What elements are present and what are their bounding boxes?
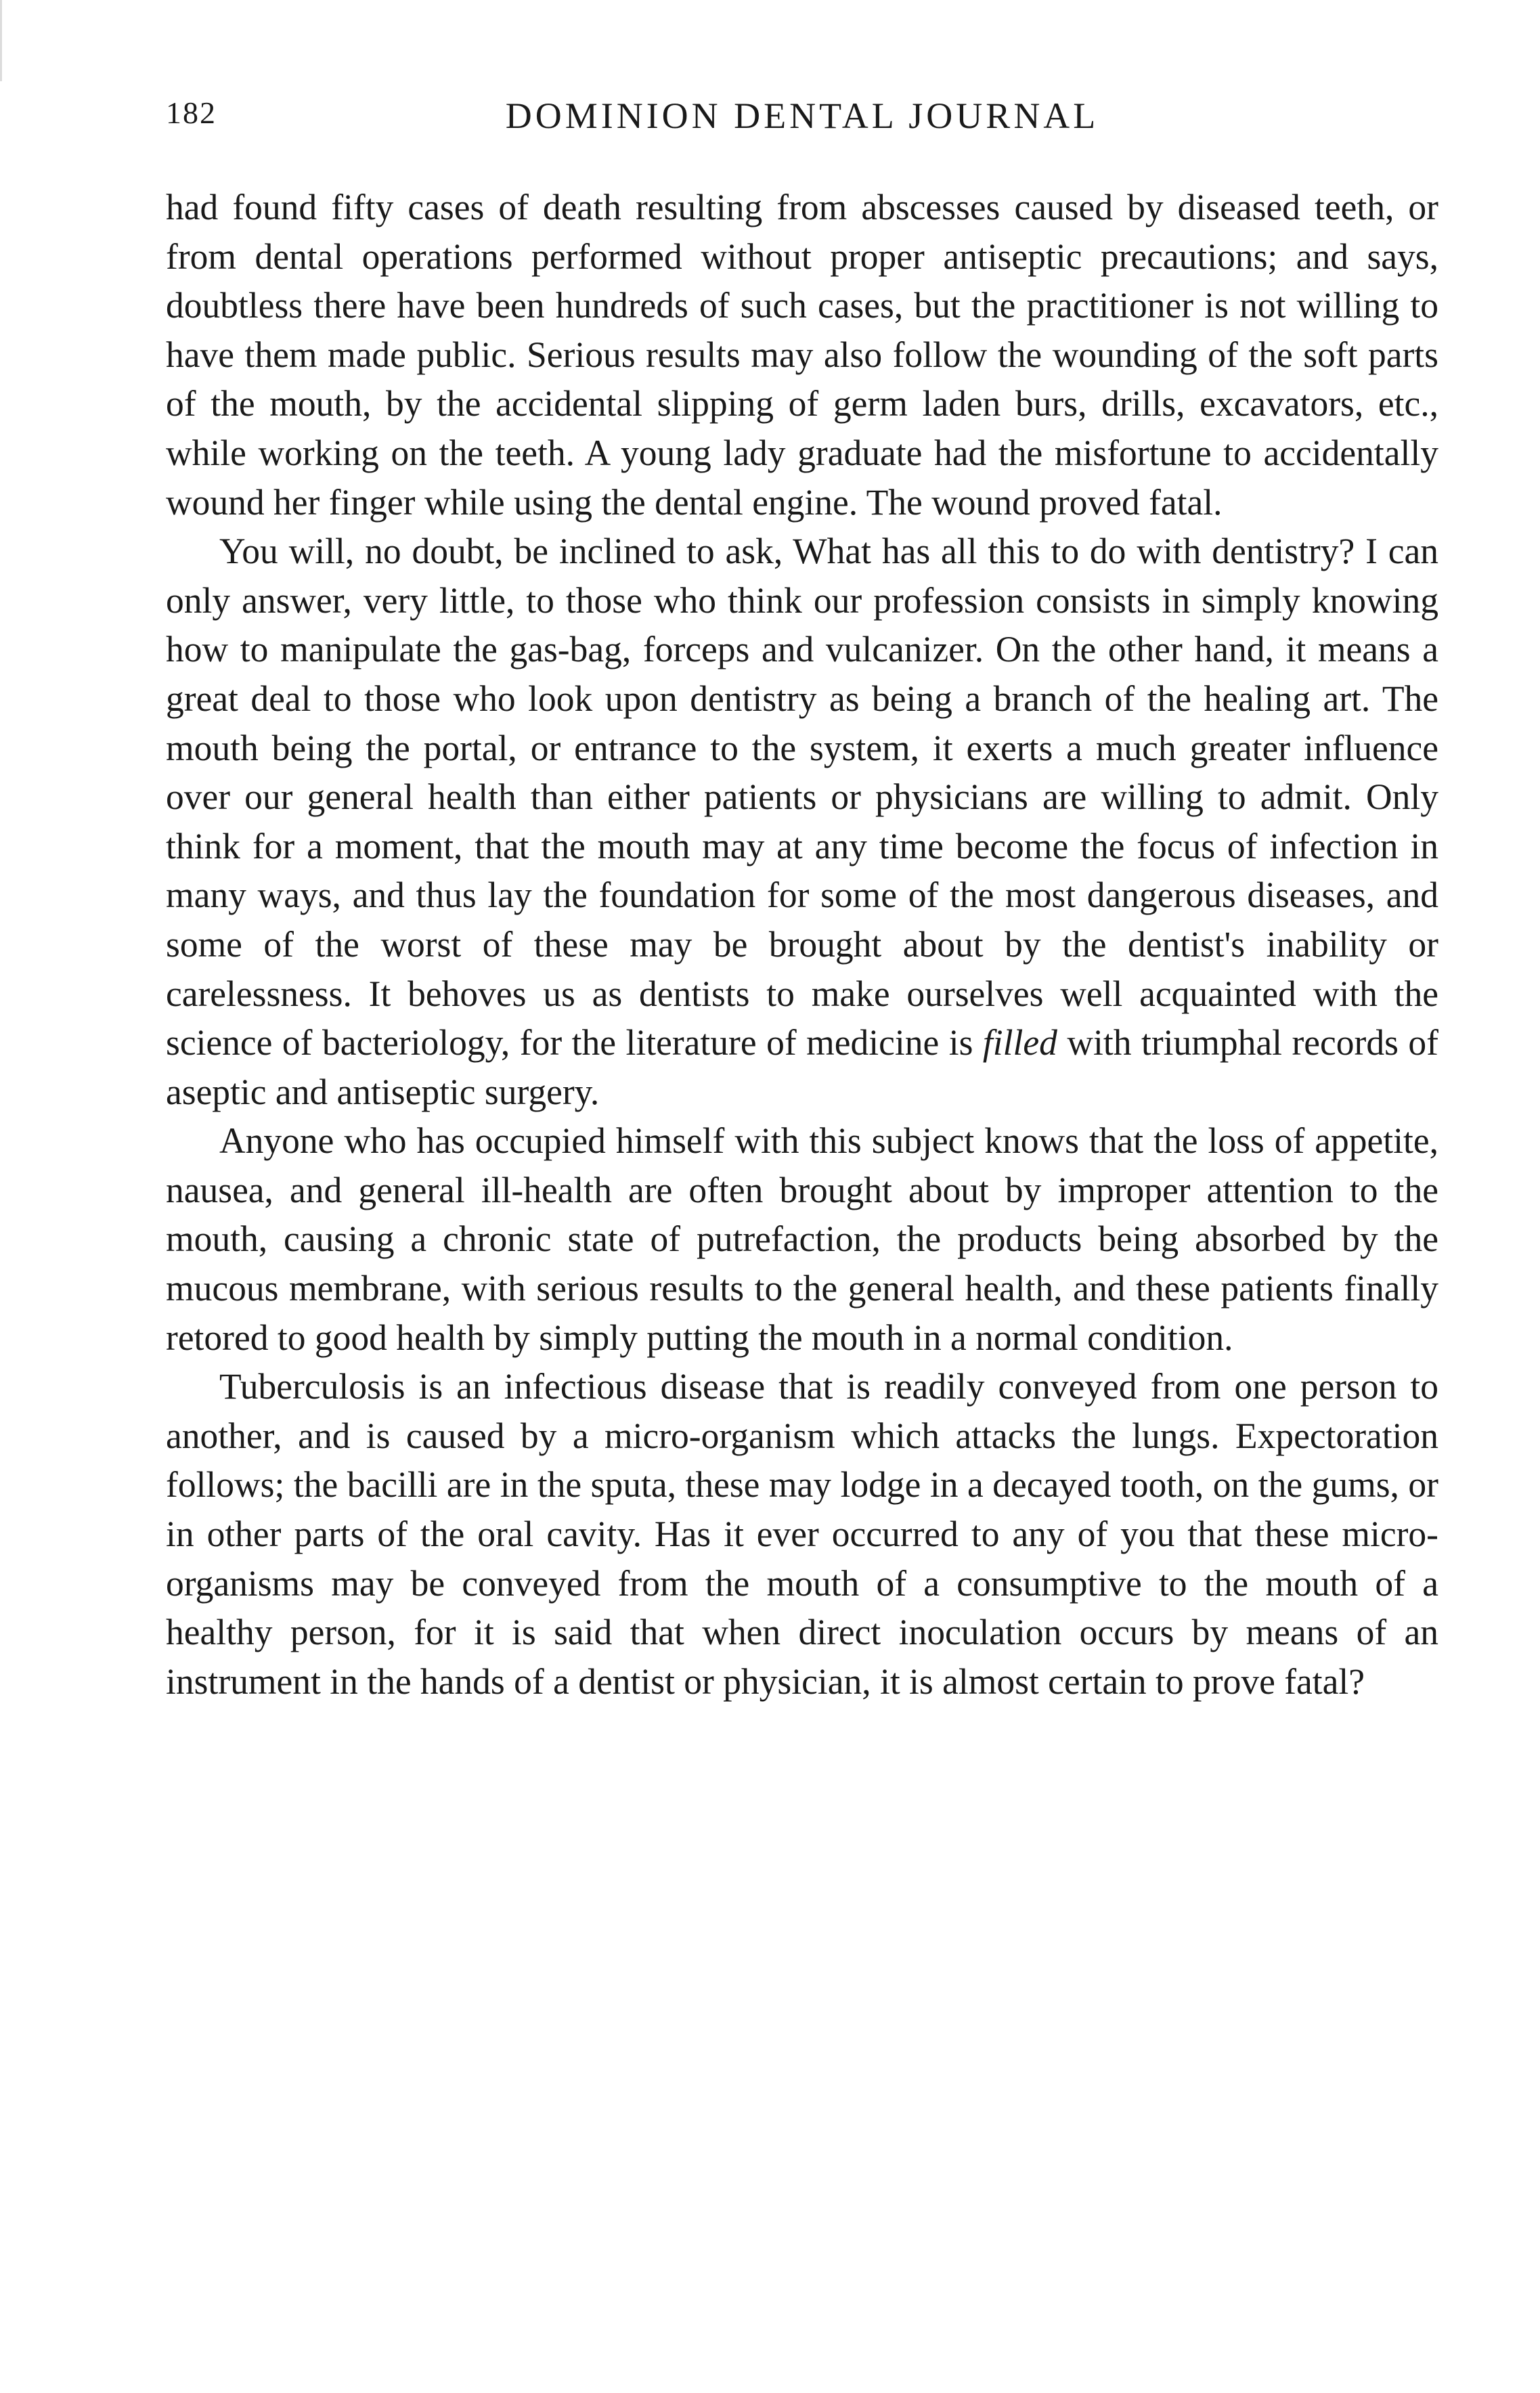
paragraph-dentistry-text: You will, no doubt, be inclined to ask, What has all this to do with dentistry? I can only answer, very little, to those who think our profession consists in simply knowing how to manipulate the gas-bag, forceps and vulcanizer. On the other hand, it means a great deal to those who look upon dentistry as being a branch of the healing art. The mouth being the portal, or entrance to the system, it exerts a much greater influence over our general health than either patients or physicians are willing to admit. Only think for a moment, that the mouth may at any time become the focus of infection in many ways, and thus lay the foundation for some of the most dangerous diseases, and some of the worst of these may be brought about by the dentist's inability or carelessness. It behoves us as dentists to make ourselves well acquainted with the science of bacteriology, for the literature of medicine is [166,531,1438,1063]
paragraph-continued: had found fifty cases of death resulting from abscesses caused by diseased teeth, or from dental operations performed without proper antiseptic precautions; and says, doubtless there have been hundreds of such cases, but the practitioner is not willing to have them made public. Serious results may also follow the wounding of the soft parts of the mouth, by the accidental slipping of germ laden burs, drills, excavators, etc., while working on the teeth. A young lady graduate had the misfortune to accidentally wound her finger while using the dental engine. The wound proved fatal. [166,187,1438,523]
page-edge-mark [0,0,2,81]
paragraph-dentistry [166,527,1438,1116]
running-head: DOMINION DENTAL JOURNAL [505,95,1099,136]
page-header [166,88,1438,142]
body-text [166,183,1438,1706]
paragraph-tuberculosis: Tuberculosis is an infectious disease that is readily conveyed from one person to another, and is caused by a micro-organism which attacks the lungs. Expectoration follows; the bacilli are in the sputa, these may lodge in a decayed tooth, on the gums, or in other parts of the oral cavity. Has it ever occurred to any of you that these micro-organisms may be conveyed from the mouth of a consumptive to the mouth of a healthy person, for it is said that when direct inoculation occurs by means of an instrument in the hands of a dentist or physician, it is almost certain to prove fatal? [166,1366,1438,1702]
emphasis-filled: filled [982,1022,1057,1063]
paragraph-appetite: Anyone who has occupied himself with this subject knows that the loss of appetite, nausea, and general ill-health are often brought about by improper attention to the mouth, causing a chronic state of putrefaction, the products being absorbed by the mucous membrane, with serious results to the general health, and these patients finally retored to good health by simply putting the mouth in a normal condition. [166,1120,1438,1358]
page-number: 182 [166,95,217,130]
paragraph-dentistry-end: with triumphal records of aseptic and antiseptic surgery. [166,1022,1438,1112]
